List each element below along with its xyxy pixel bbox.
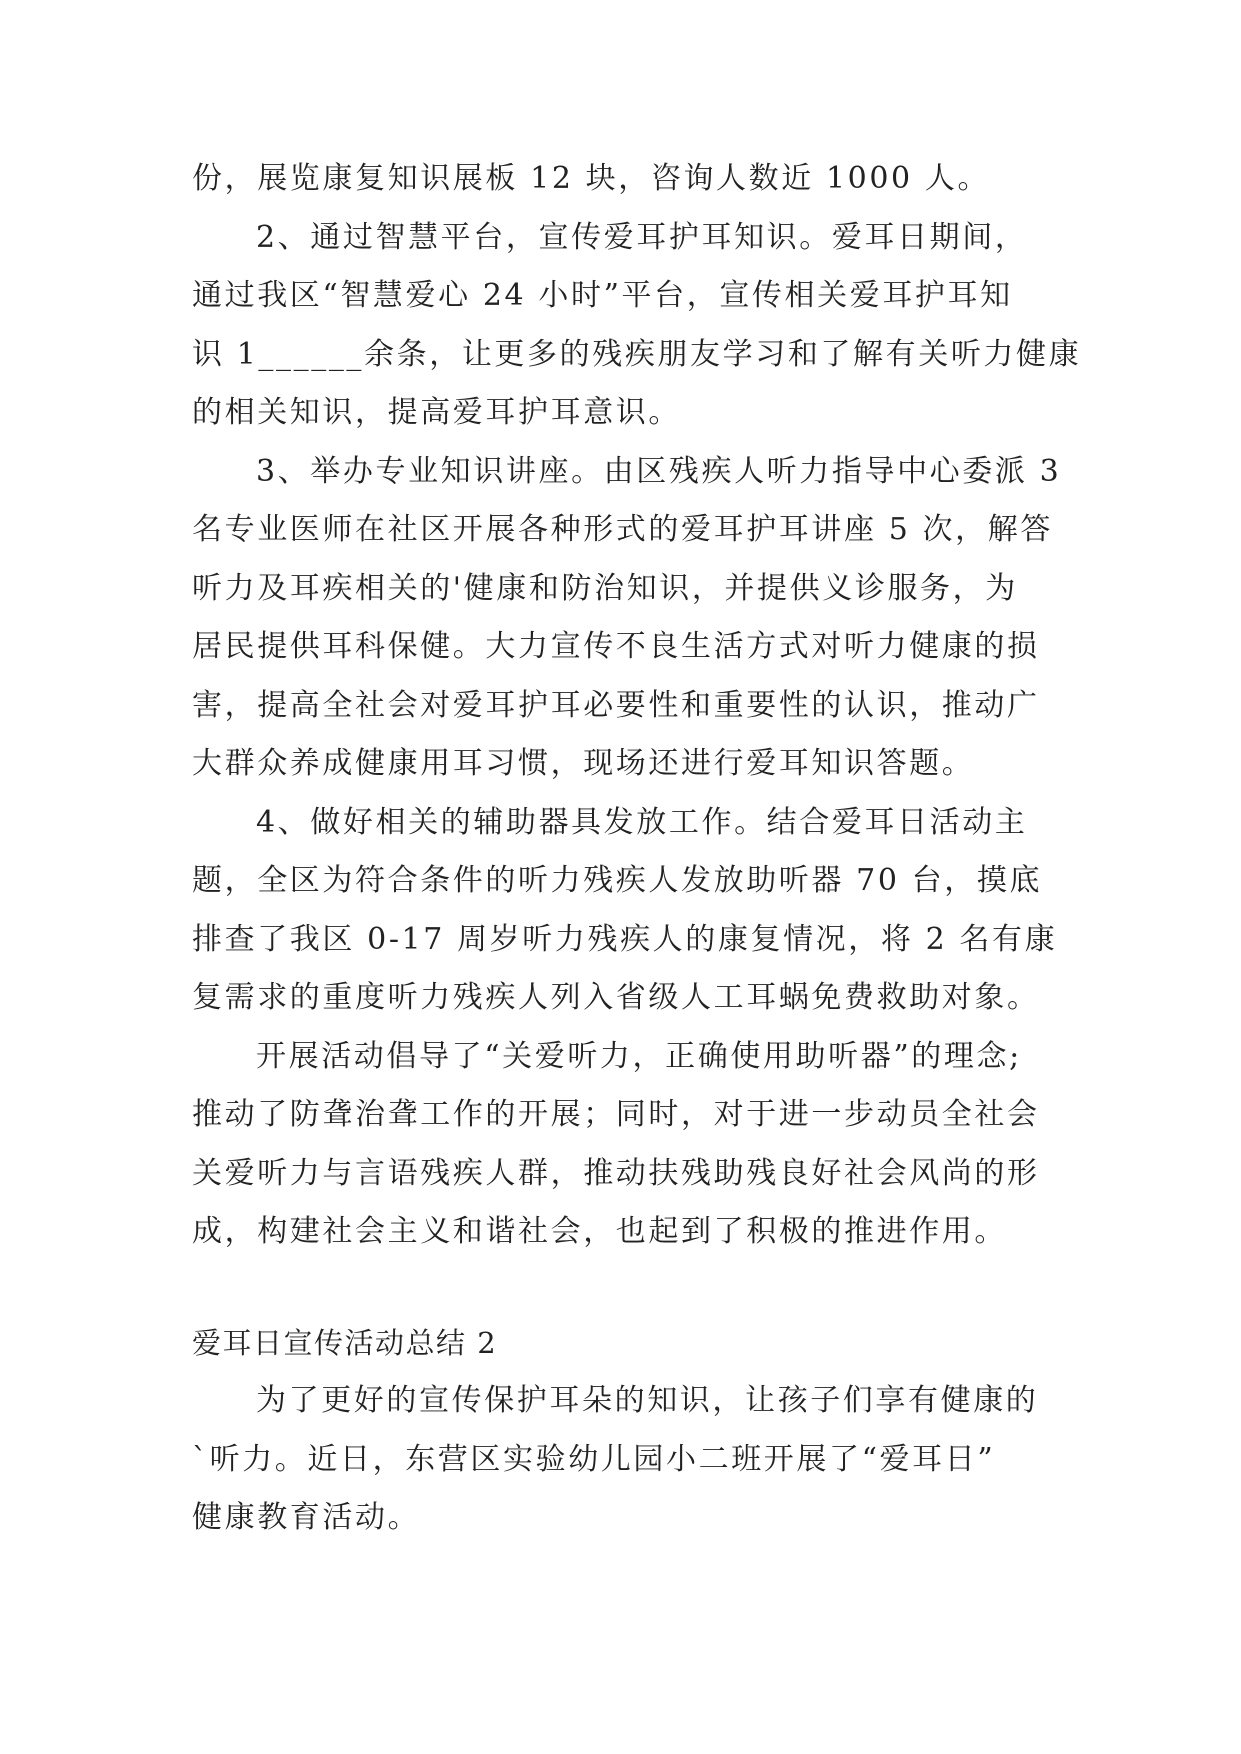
text-line: 为了更好的宣传保护耳朵的知识，让孩子们享有健康的 <box>256 1383 1039 1418</box>
text-line: 4、做好相关的辅助器具发放工作。结合爱耳日活动主 <box>256 804 1028 840</box>
text-line: 开展活动倡导了“关爱听力，正确使用助听器”的理念; <box>256 1038 1022 1074</box>
section-paragraph <box>192 1372 1062 1548</box>
paragraph-3 <box>192 443 1062 794</box>
text-line: 害，提高全社会对爱耳护耳必要性和重要性的认识，推动广 <box>192 687 1040 723</box>
paragraph-1 <box>192 150 1062 209</box>
text-line: 成，构建社会主义和谐社会，也起到了积极的推进作用。 <box>192 1214 1007 1249</box>
section-heading: 爱耳日宣传活动总结 2 <box>192 1325 498 1360</box>
text-line: 题，全区为符合条件的听力残疾人发放助听器 70 台，摸底 <box>192 863 1043 898</box>
text-line: 大群众养成健康用耳习惯，现场还进行爱耳知识答题。 <box>192 746 975 781</box>
text-line: 复需求的重度听力残疾人列入省级人工耳蜗免费救助对象。 <box>192 980 1040 1015</box>
text-line: 居民提供耳科保健。大力宣传不良生活方式对听力健康的损 <box>192 629 1040 664</box>
paragraph-5 <box>192 1028 1062 1262</box>
document-body <box>192 150 1082 1548</box>
text-line: 份，展览康复知识展板 12 块，咨询人数近 1000 人。 <box>192 161 991 196</box>
paragraph-4 <box>192 794 1062 1028</box>
paragraph-2 <box>192 209 1082 443</box>
text-line: 听力及耳疾相关的'健康和防治知识，并提供义诊服务，为 <box>192 570 1018 606</box>
text-line: 通过我区“智慧爱心 24 小时”平台，宣传相关爱耳护耳知 <box>192 278 1013 313</box>
text-line: 关爱听力与言语残疾人群，推动扶残助残良好社会风尚的形 <box>192 1155 1040 1191</box>
text-line: 2、通过智慧平台，宣传爱耳护耳知识。爱耳日期间， <box>256 219 1028 255</box>
text-line: 名专业医师在社区开展各种形式的爱耳护耳讲座 5 次，解答 <box>192 512 1053 547</box>
text-line: 的相关知识，提高爱耳护耳意识。 <box>192 395 681 430</box>
text-line: 识 1______余条，让更多的残疾朋友学习和了解有关听力健康 <box>192 336 1082 372</box>
text-line: `听力。近日，东营区实验幼儿园小二班开展了“爱耳日” <box>192 1441 996 1477</box>
text-line: 健康教育活动。 <box>192 1500 421 1535</box>
text-line: 推动了防聋治聋工作的开展；同时，对于进一步动员全社会 <box>192 1097 1040 1132</box>
text-line: 3、举办专业知识讲座。由区残疾人听力指导中心委派 3 <box>256 453 1062 489</box>
text-line: 排查了我区 0-17 周岁听力残疾人的康复情况，将 2 名有康 <box>192 921 1058 957</box>
